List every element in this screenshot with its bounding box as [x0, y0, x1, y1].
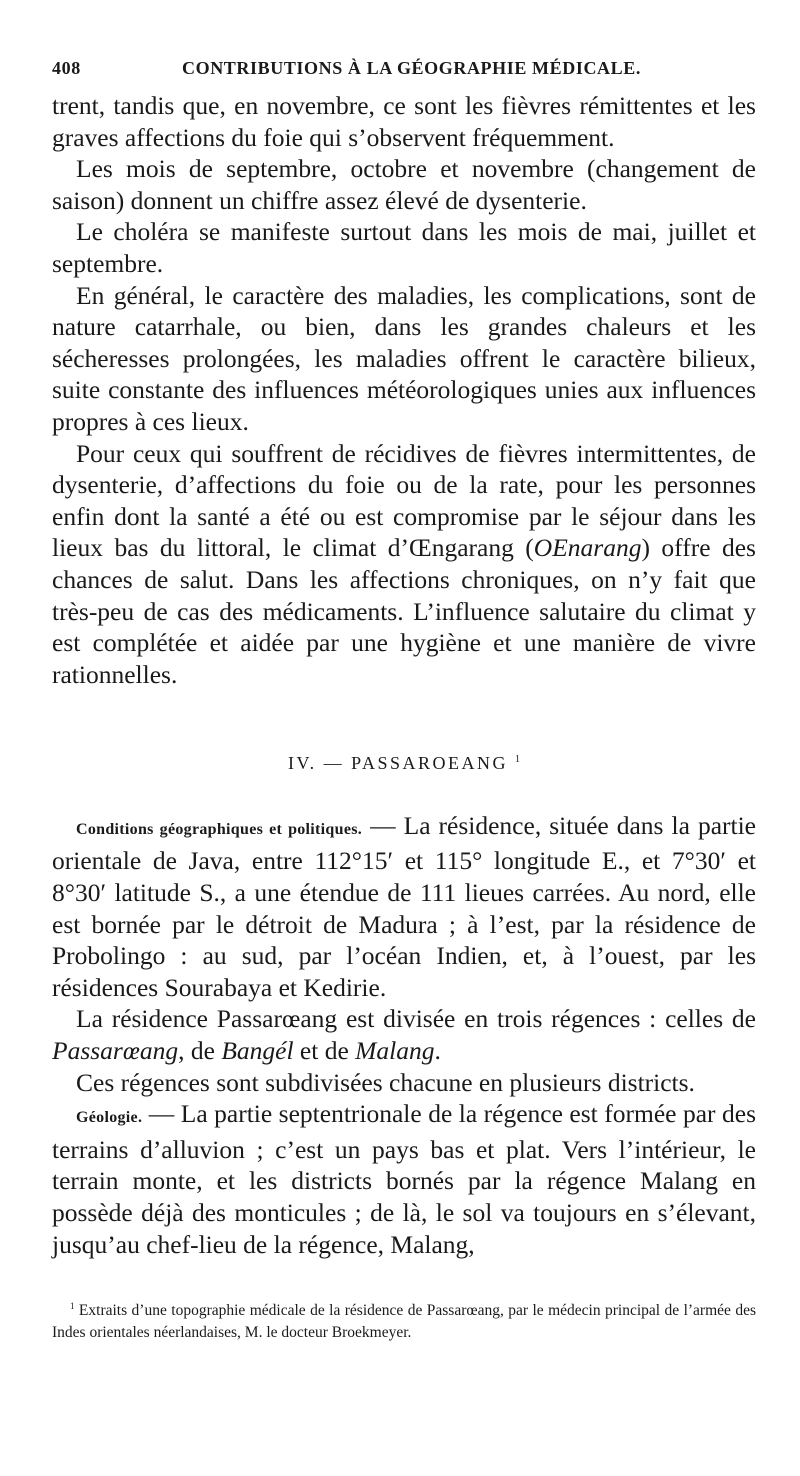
footnote-reference: 1: [515, 754, 521, 766]
running-header: [52, 58, 758, 84]
footnote: $^1$ Extraits d’une topographie médicale de la résidence de Passarœang, par le médecin principal de l’armée des Indes orientales néerlandaises, M. le docteur Broekmeyer.: [52, 1301, 756, 1341]
paragraph-cholera: Le choléra se manifeste surtout dans les mois de mai, juillet et septembre.: [52, 217, 756, 278]
runin-heading-geology: Géologie.: [76, 1109, 143, 1127]
place-name-italic: OEnarang: [533, 533, 642, 563]
paragraph-geography: Conditions géographiques et politiques. — La résidence, située dans la partie orientale de Java, entre 112°15′ et 115° longitude E., et 7°30′ et 8°30′ latitude S., a une étendue de 111 lieues carrées. Au nord, elle est bornée par le détroit de Madura ; à l’est, par la résidence de Probolingo : au sud, par l’océan Indien, et, à l’ouest, par les résidences Sourabaya et Kedirie.: [52, 810, 756, 1002]
section-title: IV. — PASSAROEANG $^1$: [287, 753, 521, 774]
footnote-mark: 1: [70, 1301, 75, 1311]
body-text: [52, 90, 756, 1260]
paragraph-districts: Ces régences sont subdivisées chacune en plusieurs districts.: [76, 1067, 695, 1097]
runin-heading-geography: Conditions géographiques et politiques.: [76, 820, 363, 838]
page-number: 408: [52, 58, 81, 78]
paragraph-climate-oengarang: Pour ceux qui souffrent de récidives de fièvres intermittentes, de dysenterie, d’affections du foie ou de la rate, pour les personnes enfin dont la santé a été ou est compromise par le séjour dans les lieux bas du littoral, le climat d’Œngarang (OEnarang) offre des chances de salut. Dans les affections chroniques, on n’y fait que très-peu de cas des médicaments. L’influence salutaire du climat y est complétée et aidée par une hygiène et une manière de vivre rationnelles.: [52, 438, 756, 689]
running-title: CONTRIBUTIONS À LA GÉOGRAPHIE MÉDICALE.: [182, 58, 641, 78]
paragraph-regencies: La résidence Passarœang est divisée en trois régences : celles de Passarœang, de Bangél et de Malang.: [52, 1004, 756, 1066]
paragraph-geology: Géologie. — La partie septentrionale de la régence est formée par des terrains d’alluvion ; c’est un pays bas et plat. Vers l’intérieur, le terrain monte, et les districts bornés par la régence Malang en possède déjà des monticules ; de là, le sol va toujours en s’élevant, jusqu’au chef-lieu de la régence, Malang,: [52, 1099, 756, 1259]
paragraph-dysentery-months: Les mois de septembre, octobre et novembre (changement de saison) donnent un chiffre assez élevé de dysenterie.: [52, 154, 756, 215]
paragraph-disease-character: En général, le caractère des maladies, les complications, sont de nature catarrhale, ou bien, dans les grandes chaleurs et les sécheresses prolongées, les maladies offrent le caractère bilieux, suite constante des influences météorologiques unies aux influences propres à ces lieux.: [52, 280, 756, 436]
paragraph-continuation: trent, tandis que, en novembre, ce sont les fièvres rémittentes et les graves affections du foie qui s’observent fréquemment.: [52, 91, 756, 152]
